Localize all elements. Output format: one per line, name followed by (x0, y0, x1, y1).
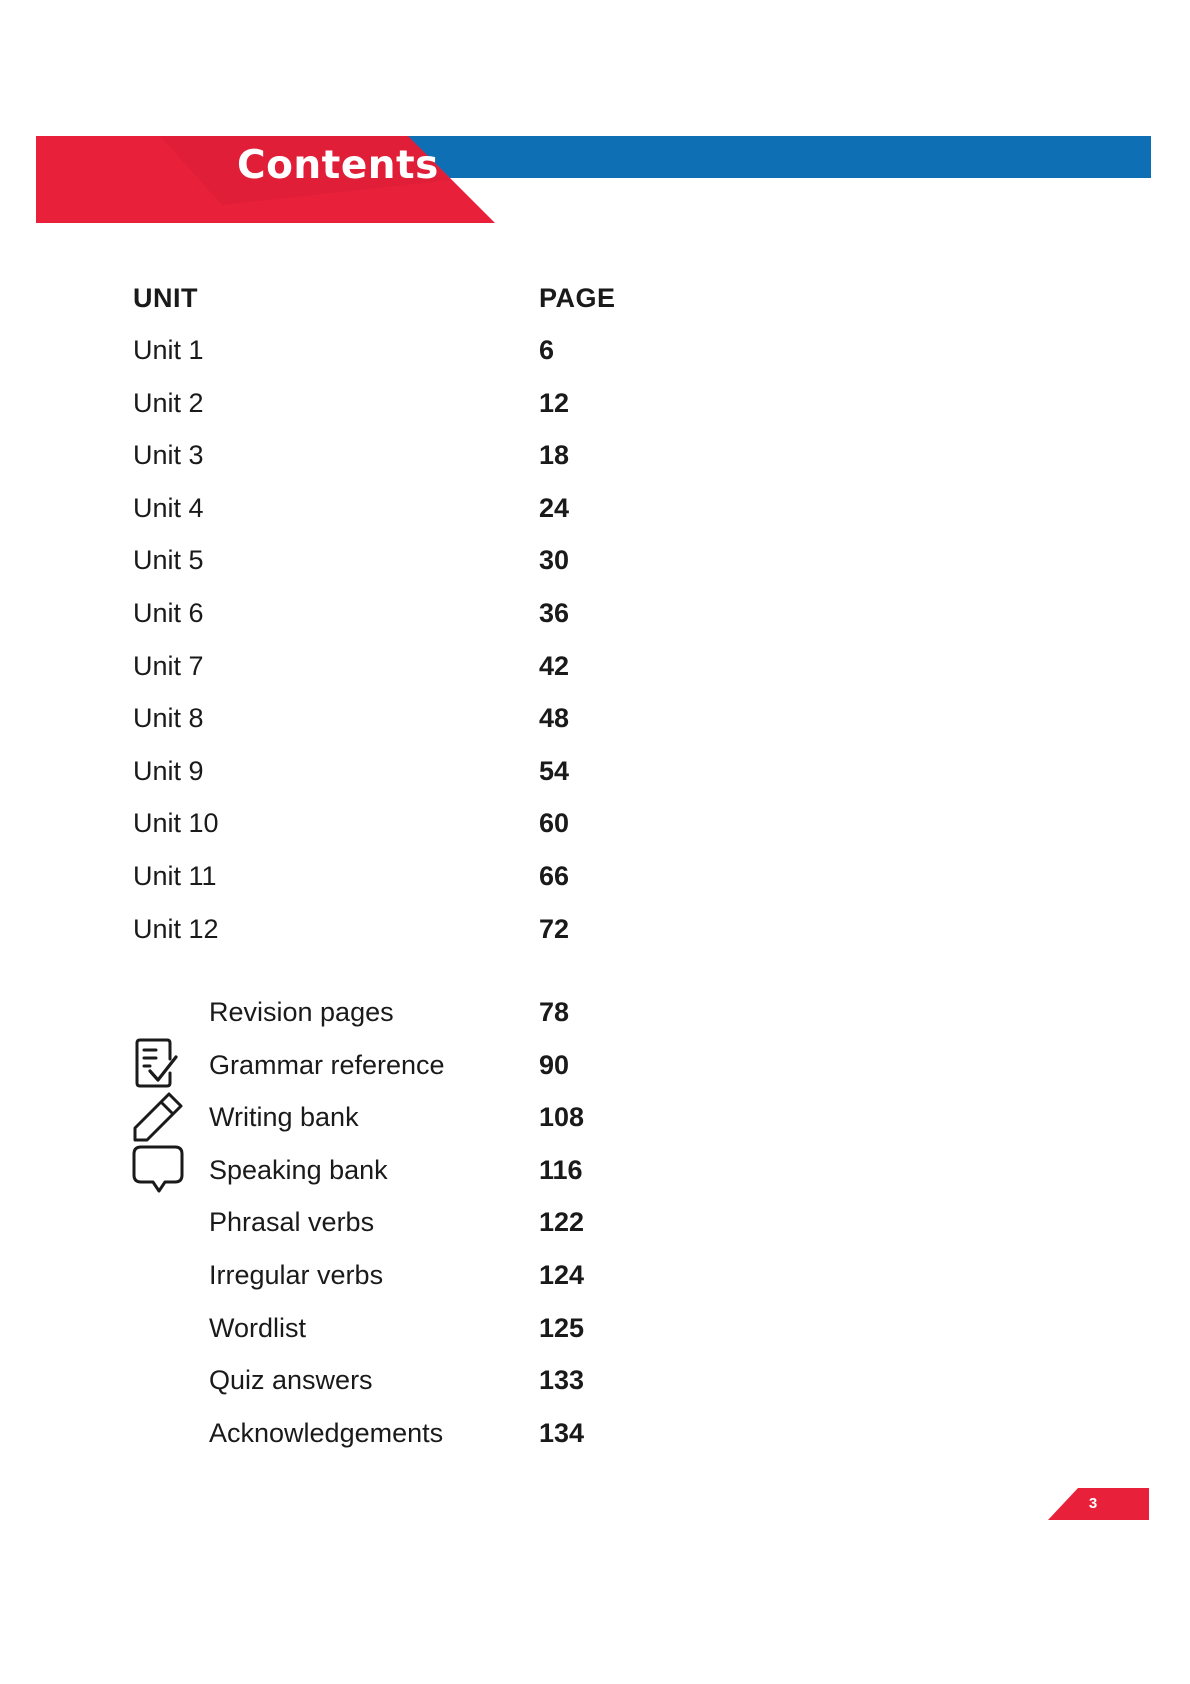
section-page-number: 90 (539, 1049, 570, 1080)
unit-label: Unit 8 (133, 703, 204, 734)
section-label: Speaking bank (209, 1154, 388, 1185)
unit-label: Unit 3 (133, 440, 204, 471)
section-label: Phrasal verbs (209, 1207, 375, 1238)
unit-label: Unit 2 (133, 387, 204, 418)
banner-blue-bar (408, 136, 1151, 178)
unit-label: Unit 12 (133, 913, 219, 944)
pencil-icon (131, 1090, 185, 1144)
section-label: Acknowledgements (209, 1417, 444, 1448)
unit-label: Unit 4 (133, 492, 204, 523)
unit-page-number: 18 (539, 440, 570, 471)
section-page-number: 78 (539, 997, 570, 1027)
section-page-number: 124 (539, 1260, 585, 1290)
page-column-header: PAGE (539, 283, 616, 313)
unit-page-number: 48 (539, 703, 570, 734)
section-label: Revision pages (209, 997, 394, 1027)
unit-page-number: 42 (539, 650, 570, 681)
unit-label: Unit 7 (133, 650, 204, 681)
unit-label: Unit 9 (133, 755, 204, 786)
unit-label: Unit 10 (133, 808, 219, 839)
section-label: Irregular verbs (209, 1260, 384, 1290)
section-page-number: 122 (539, 1207, 585, 1238)
unit-label: Unit 1 (133, 335, 204, 365)
unit-page-number: 36 (539, 598, 570, 628)
unit-column-header: UNIT (133, 283, 198, 313)
unit-page-number: 72 (539, 913, 570, 944)
section-label: Writing bank (209, 1102, 359, 1133)
section-label: Quiz answers (209, 1365, 373, 1396)
unit-label: Unit 5 (133, 545, 204, 576)
unit-label: Unit 6 (133, 598, 204, 628)
section-page-number: 125 (539, 1312, 585, 1343)
speech-bubble-icon (131, 1143, 185, 1197)
page-title: Contents (237, 143, 439, 188)
unit-page-number: 24 (539, 492, 570, 523)
section-page-number: 116 (539, 1154, 583, 1185)
grammar-checklist-icon (131, 1037, 185, 1091)
section-page-number: 133 (539, 1365, 585, 1396)
unit-page-number: 54 (539, 755, 570, 786)
section-page-number: 108 (539, 1102, 585, 1133)
unit-label: Unit 11 (133, 861, 217, 891)
unit-page-number: 12 (539, 387, 570, 418)
unit-page-number: 60 (539, 808, 570, 839)
unit-page-number: 30 (539, 545, 570, 576)
page-number: 3 (1088, 1495, 1098, 1512)
section-label: Wordlist (209, 1312, 307, 1343)
contents-banner (0, 0, 1190, 240)
unit-page-number: 6 (539, 335, 555, 365)
unit-page-number: 66 (539, 861, 570, 891)
section-page-number: 134 (539, 1417, 585, 1448)
section-label: Grammar reference (209, 1049, 445, 1080)
